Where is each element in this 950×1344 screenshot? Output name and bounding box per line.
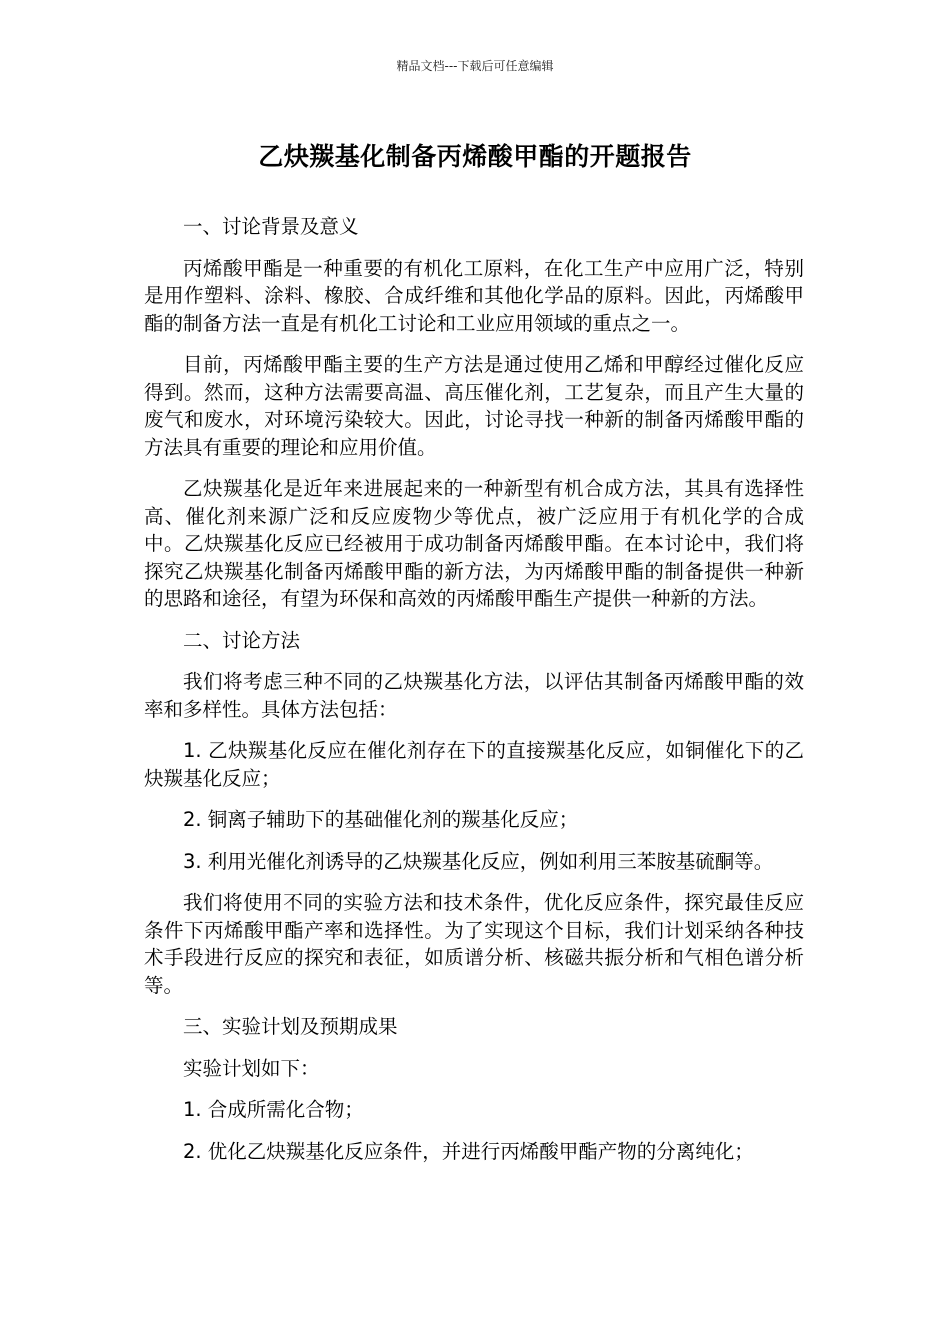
document-title: 乙炔羰基化制备丙烯酸甲酯的开题报告 <box>258 142 692 171</box>
section-heading-methods: 二、讨论方法 <box>183 628 301 652</box>
paragraph: 我们将使用不同的实验方法和技术条件，优化反应条件，探究最佳反应条件下丙烯酸甲酯产率和选择性。为了实现这个目标，我们计划采纳各种技术手段进行反应的探究和表征，如质谱分析、核磁共振分析和气相色谱分析等。 <box>144 891 804 997</box>
list-item: 1. 乙炔羰基化反应在催化剂存在下的直接羰基化反应，如铜催化下的乙炔羰基化反应； <box>144 739 804 790</box>
page-header: 精品文档---下载后可任意编辑 <box>396 59 554 73</box>
list-item: 1. 合成所需化合物； <box>183 1098 364 1121</box>
list-item: 2. 优化乙炔羰基化反应条件，并进行丙烯酸甲酯产物的分离纯化； <box>183 1139 754 1163</box>
list-item: 2. 铜离子辅助下的基础催化剂的羰基化反应； <box>183 808 579 831</box>
document-body <box>144 213 804 1179</box>
paragraph: 目前，丙烯酸甲酯主要的生产方法是通过使用乙烯和甲醇经过催化反应得到。然而，这种方法需要高温、高压催化剂，工艺复杂，而且产生大量的废气和废水，对环境污染较大。因此，讨论寻找一种新的制备丙烯酸甲酯的方法具有重要的理论和应用价值。 <box>144 353 804 459</box>
section-heading-plan: 三、实验计划及预期成果 <box>183 1015 398 1038</box>
paragraph: 实验计划如下： <box>183 1056 320 1080</box>
list-item: 3. 利用光催化剂诱导的乙炔羰基化反应，例如利用三苯胺基硫酮等。 <box>183 849 774 873</box>
section-heading-background: 一、讨论背景及意义 <box>183 215 359 238</box>
paragraph: 我们将考虑三种不同的乙炔羰基化方法，以评估其制备丙烯酸甲酯的效率和多样性。具体方法包括： <box>144 670 804 721</box>
paragraph: 丙烯酸甲酯是一种重要的有机化工原料，在化工生产中应用广泛，特别是用作塑料、涂料、橡胶、合成纤维和其他化学品的原料。因此，丙烯酸甲酯的制备方法一直是有机化工讨论和工业应用领域的重点之一。 <box>144 256 804 335</box>
paragraph: 乙炔羰基化是近年来进展起来的一种新型有机合成方法，其具有选择性高、催化剂来源广泛和反应废物少等优点，被广泛应用于有机化学的合成中。乙炔羰基化反应已经被用于成功制备丙烯酸甲酯。在本讨论中，我们将探究乙炔羰基化制备丙烯酸甲酯的新方法，为丙烯酸甲酯的制备提供一种新的思路和途径，有望为环保和高效的丙烯酸甲酯生产提供一种新的方法。 <box>144 477 804 610</box>
